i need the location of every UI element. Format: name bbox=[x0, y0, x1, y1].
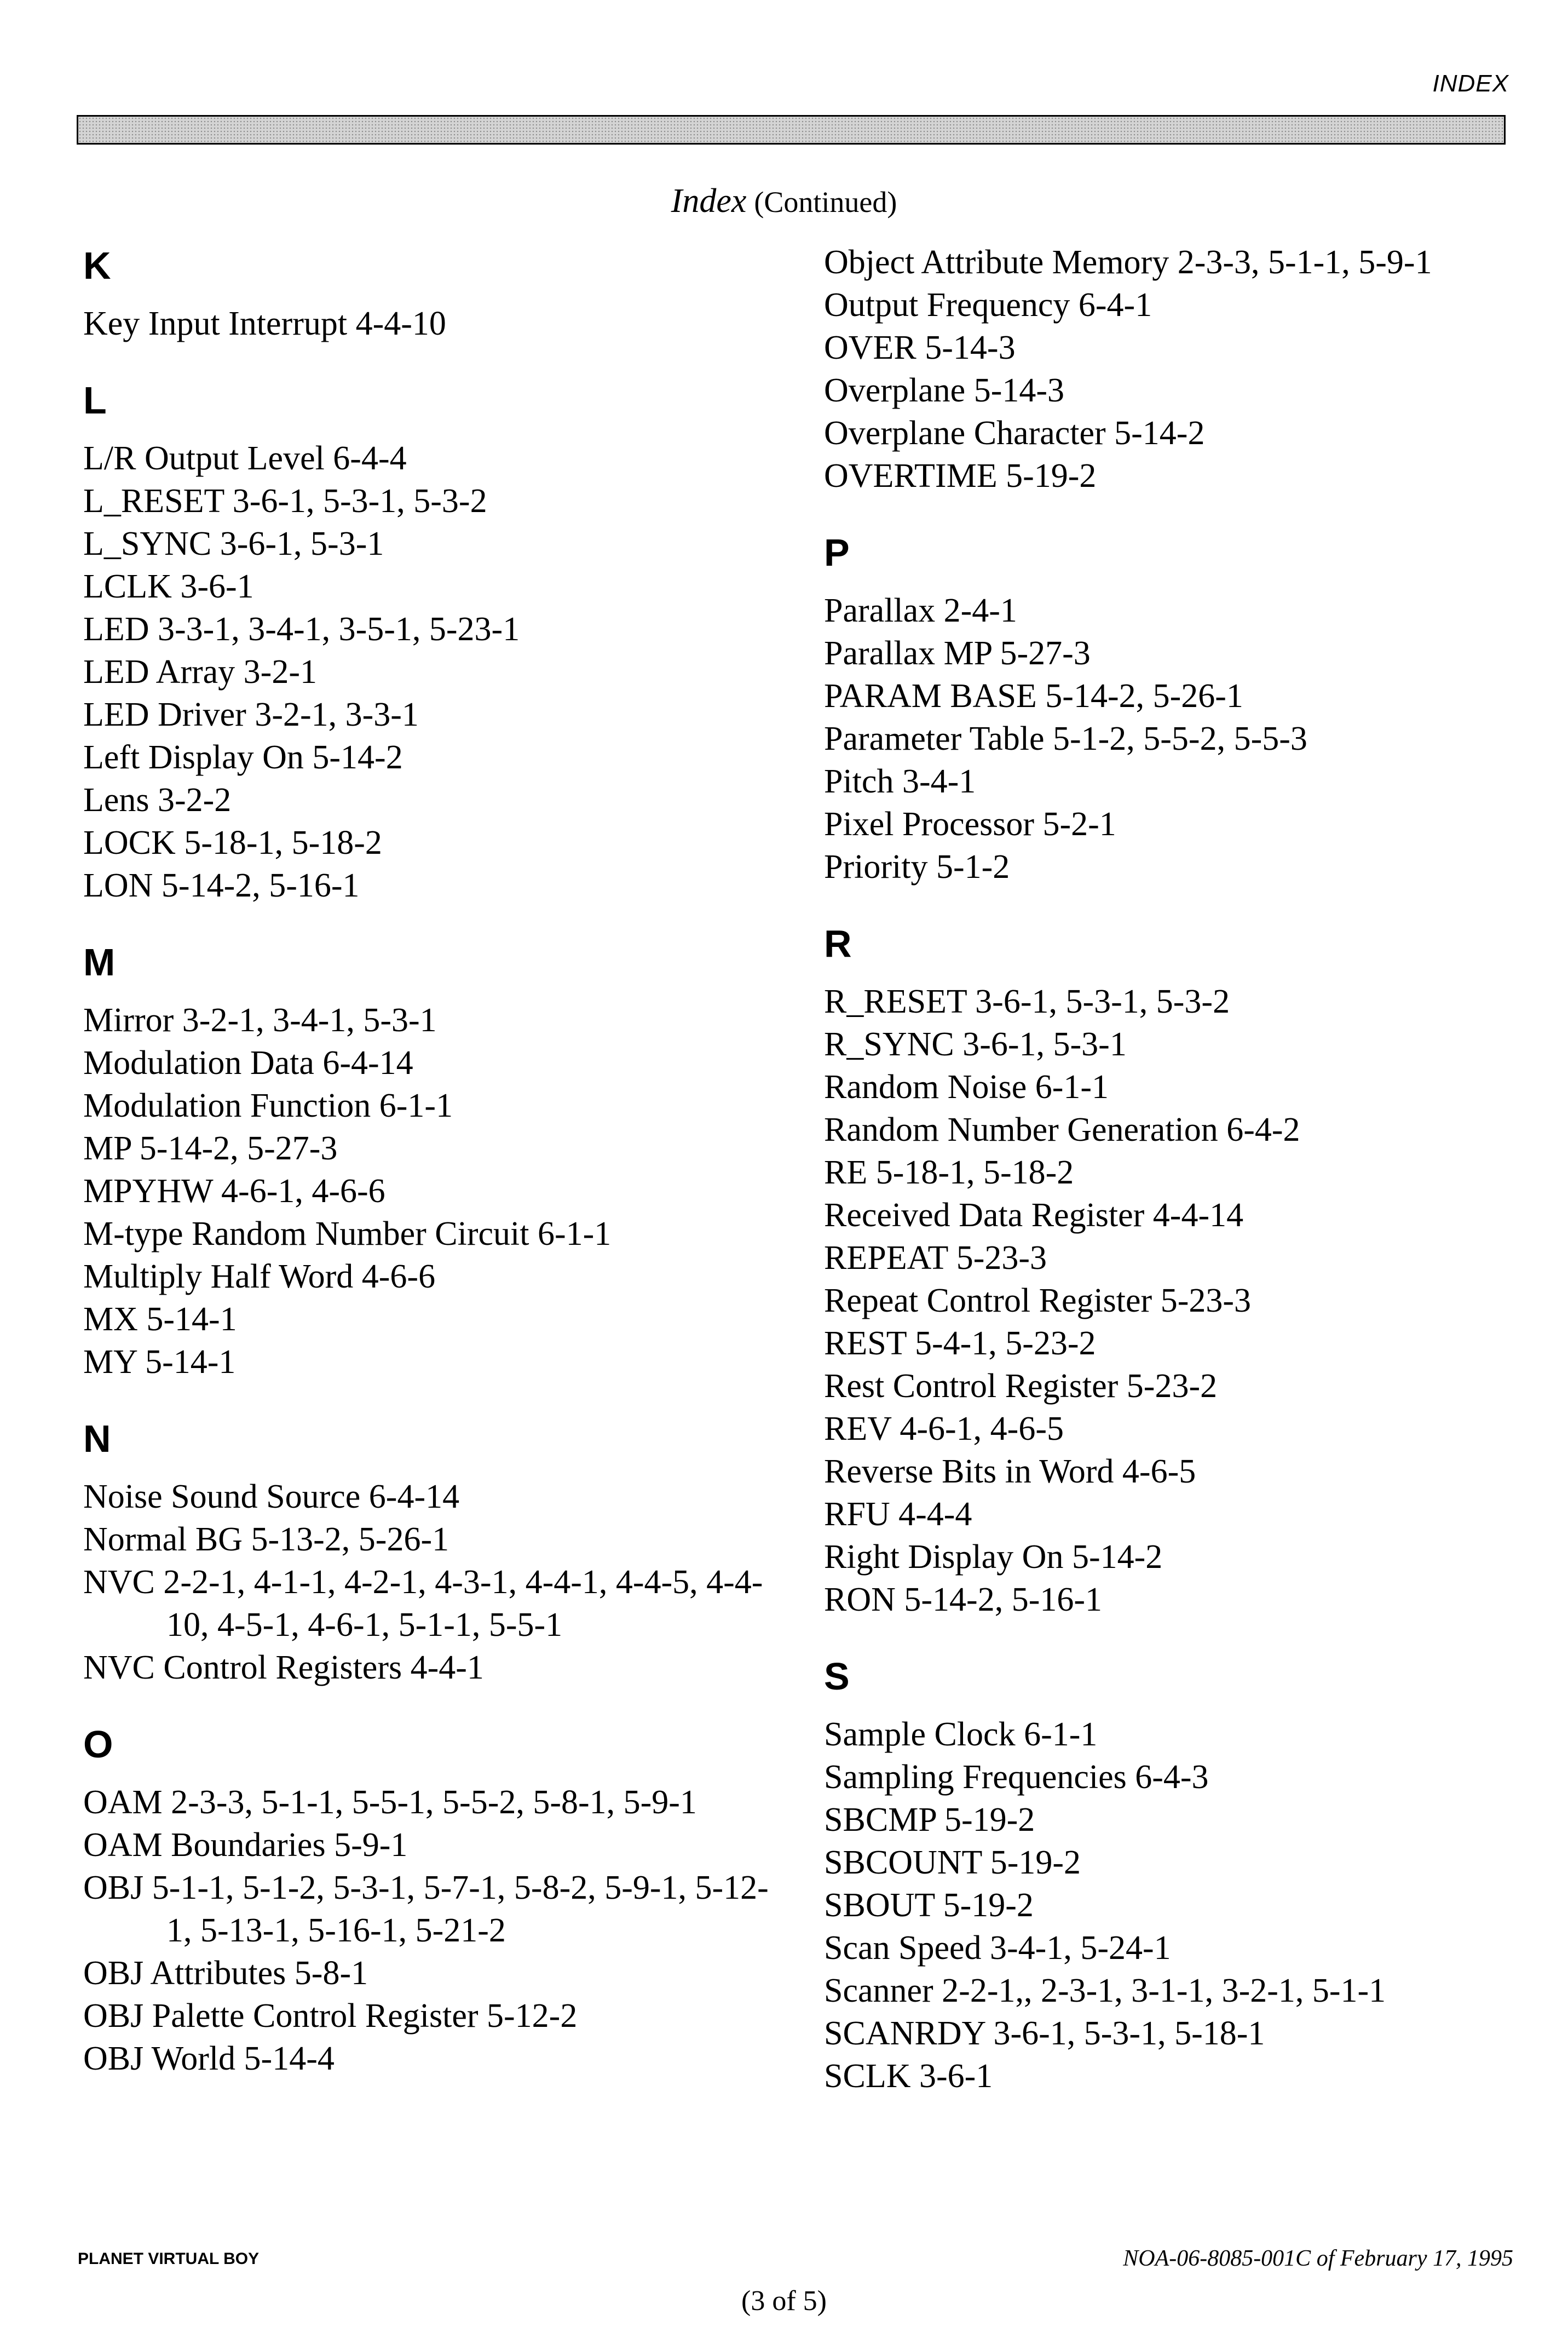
index-entry: Left Display On 5-14-2 bbox=[83, 739, 403, 776]
index-entry: Modulation Data 6-4-14 bbox=[83, 1044, 413, 1082]
index-entry: Priority 5-1-2 bbox=[824, 848, 1010, 886]
index-entry: Lens 3-2-2 bbox=[83, 782, 232, 819]
index-entry: MP 5-14-2, 5-27-3 bbox=[83, 1130, 338, 1167]
index-entry: OBJ 5-1-1, 5-1-2, 5-3-1, 5-7-1, 5-8-2, 5-9-1, 5-12-1, 5-13-1, 5-16-1, 5-21-2 bbox=[83, 1869, 769, 1949]
section-letter-heading: P bbox=[824, 531, 850, 574]
index-entry: NVC 2-2-1, 4-1-1, 4-2-1, 4-3-1, 4-4-1, 4-4-5, 4-4-10, 4-5-1, 4-6-1, 5-1-1, 5-5-1 bbox=[83, 1564, 763, 1644]
index-section bbox=[824, 1652, 1530, 2098]
index-entry: L_SYNC 3-6-1, 5-3-1 bbox=[83, 525, 384, 562]
index-entry: SCLK 3-6-1 bbox=[824, 2058, 993, 2095]
index-entry: PARAM BASE 5-14-2, 5-26-1 bbox=[824, 677, 1243, 715]
index-entry: RE 5-18-1, 5-18-2 bbox=[824, 1154, 1074, 1191]
index-entry: OAM 2-3-3, 5-1-1, 5-5-1, 5-5-2, 5-8-1, 5-9-1 bbox=[83, 1784, 697, 1821]
index-entry: Reverse Bits in Word 4-6-5 bbox=[824, 1453, 1196, 1490]
index-entry: OVERTIME 5-19-2 bbox=[824, 457, 1097, 495]
index-entry: Rest Control Register 5-23-2 bbox=[824, 1367, 1218, 1405]
index-entry: Random Noise 6-1-1 bbox=[824, 1068, 1109, 1106]
index-entry: OBJ Palette Control Register 5-12-2 bbox=[83, 1997, 578, 2035]
index-entry: SBOUT 5-19-2 bbox=[824, 1887, 1034, 1924]
footer-publication: PLANET VIRTUAL BOY bbox=[78, 2250, 260, 2268]
index-entry: LCLK 3-6-1 bbox=[83, 568, 254, 605]
index-entry: SBCOUNT 5-19-2 bbox=[824, 1844, 1081, 1881]
index-entry: OAM Boundaries 5-9-1 bbox=[83, 1826, 408, 1864]
section-letter-heading: K bbox=[83, 244, 111, 287]
index-entry-list bbox=[83, 1781, 789, 2080]
index-entry: RFU 4-4-4 bbox=[824, 1496, 972, 1533]
index-entry: L/R Output Level 6-4-4 bbox=[83, 440, 407, 477]
index-entry: OBJ World 5-14-4 bbox=[83, 2040, 335, 2077]
index-entry: Object Attribute Memory 2-3-3, 5-1-1, 5-9-1 bbox=[824, 244, 1432, 281]
footer-page-number: (3 of 5) bbox=[741, 2285, 827, 2317]
section-letter-heading: L bbox=[83, 379, 107, 422]
section-letter-heading: N bbox=[83, 1417, 111, 1460]
index-entry: LON 5-14-2, 5-16-1 bbox=[83, 867, 360, 904]
index-entry: Received Data Register 4-4-14 bbox=[824, 1197, 1244, 1234]
section-letter-heading: O bbox=[83, 1723, 113, 1766]
index-entry-list bbox=[83, 437, 789, 907]
index-entry: Overplane Character 5-14-2 bbox=[824, 415, 1205, 452]
index-entry: NVC Control Registers 4-4-1 bbox=[83, 1649, 484, 1686]
index-entry-list bbox=[824, 589, 1530, 888]
index-entry: Parameter Table 5-1-2, 5-5-2, 5-5-3 bbox=[824, 720, 1307, 757]
index-entry: Multiply Half Word 4-6-6 bbox=[83, 1258, 436, 1295]
index-entry: Repeat Control Register 5-23-3 bbox=[824, 1282, 1251, 1319]
index-entry: RON 5-14-2, 5-16-1 bbox=[824, 1581, 1102, 1618]
index-entry-list bbox=[824, 980, 1530, 1621]
index-entry-list bbox=[824, 241, 1530, 497]
index-entry: SCANRDY 3-6-1, 5-3-1, 5-18-1 bbox=[824, 2015, 1265, 2052]
index-entry: Output Frequency 6-4-1 bbox=[824, 286, 1152, 324]
index-entry: REV 4-6-1, 4-6-5 bbox=[824, 1410, 1064, 1447]
section-letter-heading: S bbox=[824, 1655, 850, 1698]
index-section bbox=[83, 1414, 789, 1689]
index-entry: Pitch 3-4-1 bbox=[824, 763, 976, 800]
index-entry: MPYHW 4-6-1, 4-6-6 bbox=[83, 1173, 385, 1210]
index-entry: Mirror 3-2-1, 3-4-1, 5-3-1 bbox=[83, 1002, 437, 1039]
index-entry-list bbox=[83, 1475, 789, 1689]
index-entry: MX 5-14-1 bbox=[83, 1301, 237, 1338]
index-entry: R_RESET 3-6-1, 5-3-1, 5-3-2 bbox=[824, 983, 1230, 1020]
index-entry-list bbox=[824, 1713, 1530, 2098]
index-column-right bbox=[824, 241, 1530, 2128]
section-letter-heading: M bbox=[83, 941, 116, 984]
index-entry: Modulation Function 6-1-1 bbox=[83, 1087, 453, 1124]
index-section bbox=[824, 241, 1530, 497]
index-entry-list bbox=[83, 999, 789, 1383]
index-entry: REST 5-4-1, 5-23-2 bbox=[824, 1325, 1096, 1362]
footer-document-id: NOA-06-8085-001C of February 17, 1995 bbox=[1123, 2246, 1513, 2271]
index-entry: Noise Sound Source 6-4-14 bbox=[83, 1478, 460, 1515]
index-entry: OBJ Attributes 5-8-1 bbox=[83, 1955, 368, 1992]
index-entry: Sampling Frequencies 6-4-3 bbox=[824, 1759, 1209, 1796]
index-entry: Overplane 5-14-3 bbox=[824, 372, 1064, 409]
page-title bbox=[0, 182, 1568, 221]
index-entry-list bbox=[83, 302, 789, 345]
index-entry: Scanner 2-2-1,, 2-3-1, 3-1-1, 3-2-1, 5-1-1 bbox=[824, 1972, 1386, 2009]
index-entry: Random Number Generation 6-4-2 bbox=[824, 1111, 1300, 1148]
header-index-label: INDEX bbox=[1432, 70, 1509, 97]
index-section bbox=[83, 376, 789, 907]
index-entry: Key Input Interrupt 4-4-10 bbox=[83, 305, 446, 342]
index-section bbox=[83, 1720, 789, 2080]
index-entry: Right Display On 5-14-2 bbox=[824, 1538, 1163, 1576]
index-entry: Parallax MP 5-27-3 bbox=[824, 635, 1091, 672]
index-entry: MY 5-14-1 bbox=[83, 1343, 236, 1381]
index-entry: R_SYNC 3-6-1, 5-3-1 bbox=[824, 1026, 1127, 1063]
index-entry: LED Array 3-2-1 bbox=[83, 653, 317, 691]
index-entry: Pixel Processor 5-2-1 bbox=[824, 806, 1116, 843]
index-entry: Normal BG 5-13-2, 5-26-1 bbox=[83, 1521, 449, 1558]
index-entry: M-type Random Number Circuit 6-1-1 bbox=[83, 1215, 612, 1252]
index-entry: L_RESET 3-6-1, 5-3-1, 5-3-2 bbox=[83, 482, 487, 520]
page-title-suffix: (Continued) bbox=[754, 186, 897, 219]
index-section bbox=[824, 919, 1530, 1621]
index-section bbox=[83, 241, 789, 345]
header-rule-bar bbox=[77, 115, 1506, 145]
section-letter-heading: R bbox=[824, 922, 852, 965]
index-entry: Sample Clock 6-1-1 bbox=[824, 1716, 1098, 1753]
index-entry: LOCK 5-18-1, 5-18-2 bbox=[83, 824, 382, 861]
index-entry: Scan Speed 3-4-1, 5-24-1 bbox=[824, 1929, 1171, 1967]
index-column-left bbox=[83, 241, 789, 2111]
index-section bbox=[83, 938, 789, 1383]
index-entry: LED Driver 3-2-1, 3-3-1 bbox=[83, 696, 419, 733]
index-entry: LED 3-3-1, 3-4-1, 3-5-1, 5-23-1 bbox=[83, 611, 520, 648]
index-section bbox=[824, 528, 1530, 888]
index-entry: SBCMP 5-19-2 bbox=[824, 1801, 1035, 1838]
index-entry: REPEAT 5-23-3 bbox=[824, 1239, 1047, 1277]
index-entry: OVER 5-14-3 bbox=[824, 329, 1016, 366]
page-title-text: Index bbox=[671, 182, 747, 220]
index-entry: Parallax 2-4-1 bbox=[824, 592, 1017, 629]
